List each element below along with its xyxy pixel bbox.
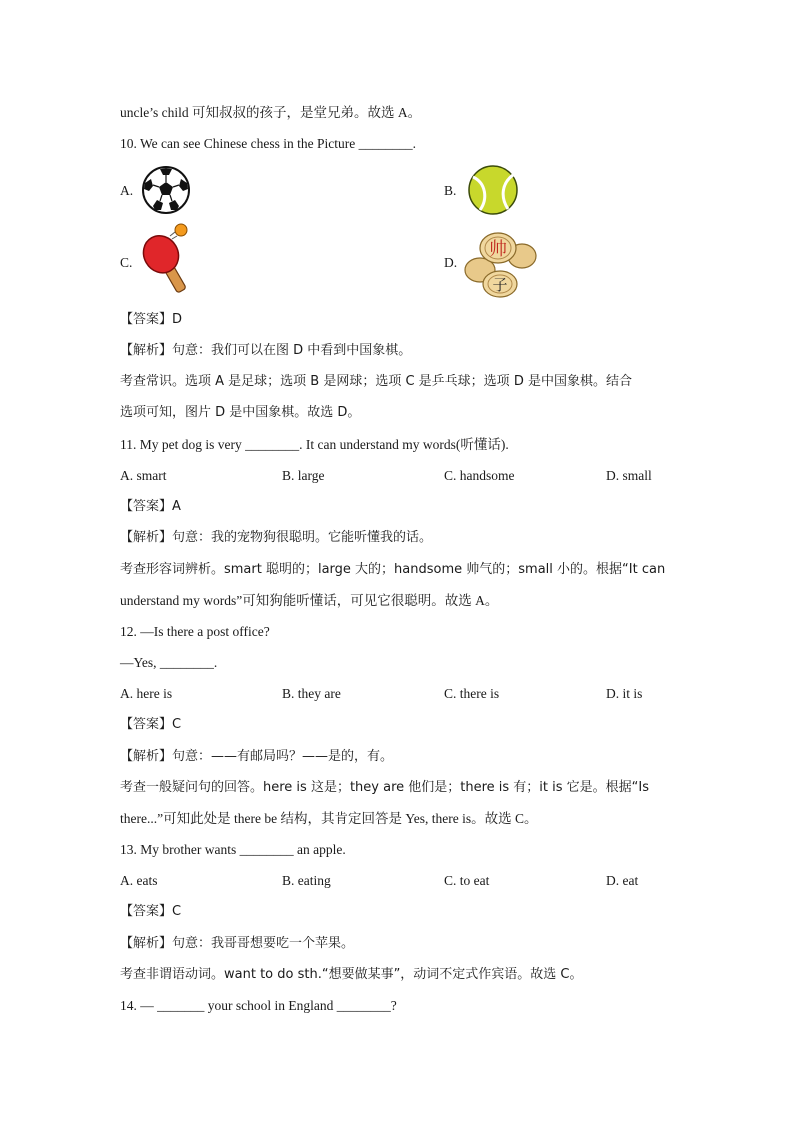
q13-analysis-2: 考查非谓语动词。want to do sth.“想要做某事”，动词不定式作宾语。故选 C。: [120, 967, 583, 982]
q10-stem: 10. We can see Chinese chess in the Picture ________.: [120, 136, 416, 151]
q11-analysis-2: 考查形容词辨析。smart 聪明的；large 大的；handsome 帅气的；small 小的。根据“It can: [120, 562, 666, 577]
tennis-ball-icon: [466, 165, 520, 215]
q12-analysis-1: 【解析】句意：——有邮局吗？——是的，有。: [120, 749, 394, 764]
q12-analysis-2: 考查一般疑问句的回答。here is 这是；they are 他们是；there is 有；it is 它是。根据“Is: [120, 780, 650, 795]
ping-pong-paddle-icon: [140, 222, 192, 304]
chinese-chess-icon: [464, 226, 538, 298]
q12-answer: 【答案】C: [120, 717, 182, 732]
chess-piece-shuai-char: 帅: [489, 239, 507, 260]
q10-answer: 【答案】D: [120, 312, 183, 327]
q13-analysis-1: 【解析】句意：我哥哥想要吃一个苹果。: [120, 936, 355, 951]
q13-option-a: A. eats: [120, 873, 158, 888]
q13-option-c: C. to eat: [444, 873, 490, 888]
q11-option-b: B. large: [282, 468, 325, 483]
q11-analysis-3: understand my words”可知狗能听懂话，可见它很聪明。故选 A。: [120, 593, 499, 608]
q11-stem: 11. My pet dog is very ________. It can understand my words(听懂话).: [120, 437, 509, 452]
q14-stem: 14. — _______ your school in England ________?: [120, 998, 397, 1013]
q12-stem-2: —Yes, ________.: [120, 655, 218, 670]
q10-analysis-1: 【解析】句意：我们可以在图 D 中看到中国象棋。: [120, 343, 412, 358]
q13-stem: 13. My brother wants ________ an apple.: [120, 842, 346, 857]
q10-analysis-3: 选项可知，图片 D 是中国象棋。故选 D。: [120, 405, 361, 420]
q12-stem-1: 12. —Is there a post office?: [120, 624, 270, 639]
q13-option-d: D. eat: [606, 873, 639, 888]
q12-option-d: D. it is: [606, 686, 643, 701]
q10-option-c-label: C.: [120, 255, 133, 270]
q11-analysis-1: 【解析】句意：我的宠物狗很聪明。它能听懂我的话。: [120, 530, 433, 545]
q12-option-a: A. here is: [120, 686, 173, 701]
q10-option-b-label: B.: [444, 183, 457, 198]
q10-analysis-2: 考查常识。选项 A 是足球；选项 B 是网球；选项 C 是乒乓球；选项 D 是中国象棋。结合: [120, 374, 632, 389]
q11-option-d: D. small: [606, 468, 652, 483]
q10-option-a-label: A.: [120, 183, 134, 198]
q11-option-c: C. handsome: [444, 468, 515, 483]
q9-analysis-tail: uncle’s child 可知叔叔的孩子，是堂兄弟。故选 A。: [120, 105, 422, 120]
q12-option-b: B. they are: [282, 686, 341, 701]
q13-answer: 【答案】C: [120, 904, 182, 919]
q11-answer: 【答案】A: [120, 499, 181, 514]
chess-piece-zi-char: 子: [492, 276, 508, 294]
q12-option-c: C. there is: [444, 686, 500, 701]
q13-option-b: B. eating: [282, 873, 331, 888]
q11-option-a: A. smart: [120, 468, 167, 483]
soccer-ball-icon: [141, 166, 191, 214]
q10-option-d-label: D.: [444, 255, 458, 270]
q12-analysis-3: there...”可知此处是 there be 结构，其肯定回答是 Yes, there is。故选 C。: [120, 811, 538, 826]
